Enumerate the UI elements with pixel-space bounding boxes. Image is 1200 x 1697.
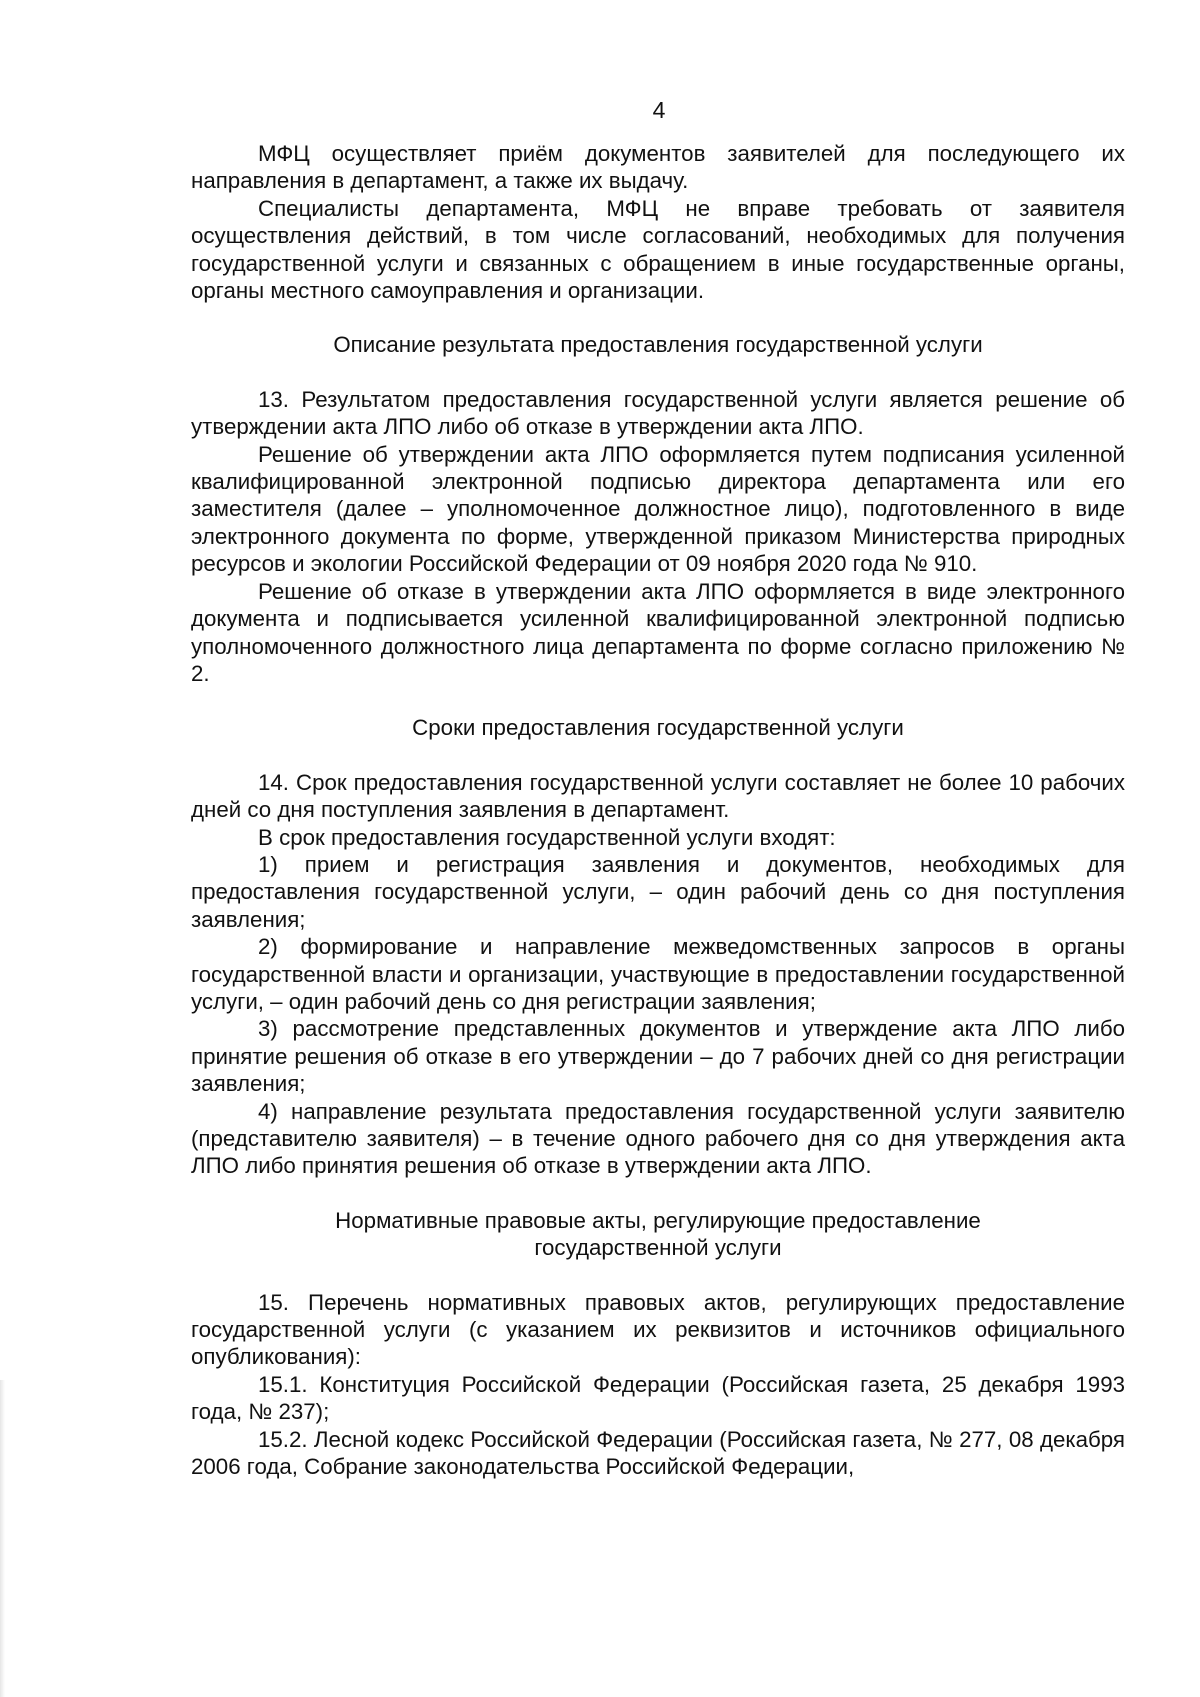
section-heading-acts-line2: государственной услуги xyxy=(534,1235,782,1261)
page-number: 4 xyxy=(652,97,666,123)
terms-item-2: 2) формирование и направление межведомственных запросов в органы государственной власти и организации, участвующие в предоставлении государственной услуги, – один рабочий день со дня регистрации заявления; xyxy=(191,934,1125,1014)
result-paragraph-refusal: Решение об отказе в утверждении акта ЛПО оформляется в виде электронного документа и подписывается усиленной квалифицированной электронной подписью уполномоченного должностного лица департамента по форме согласно приложению № 2. xyxy=(191,578,1125,686)
intro-paragraph-2: Специалисты департамента, МФЦ не вправе требовать от заявителя осуществления действий, в том числе согласований, необходимых для получения государственной услуги и связанных с обращением в иные государственные органы, органы местного самоуправления и организации. xyxy=(191,195,1125,304)
acts-paragraph-15: 15. Перечень нормативных правовых актов, регулирующих предоставление государственной услуги (с указанием их реквизитов и источников официального опубликования): xyxy=(191,1289,1125,1370)
result-paragraph-approval: Решение об утверждении акта ЛПО оформляется путем подписания усиленной квалифицированной электронной подписью директора департамента или его заместителя (далее – уполномоченное должностное лицо), подготовленного в виде электронного документа по форме, утвержденной приказом Министерства природных ресурсов и экологии Российской Федерации от 09 ноября 2020 года № 910. xyxy=(191,441,1125,577)
section-heading-acts-line1: Нормативные правовые акты, регулирующие предоставление xyxy=(335,1207,981,1233)
terms-item-4: 4) направление результата предоставления государственной услуги заявителю (представителю заявителя) – в течение одного рабочего дня со дня утверждения акта ЛПО либо принятия решения об отказе в утверждении акта ЛПО. xyxy=(191,1098,1125,1179)
section-heading-result: Описание результата предоставления государственной услуги xyxy=(333,332,983,358)
document-body xyxy=(191,140,1125,1480)
intro-paragraph-1: МФЦ осуществляет приём документов заявителей для последующего их направления в департамент, а также их выдачу. xyxy=(191,141,1125,194)
acts-paragraph-15-1: 15.1. Конституция Российской Федерации (Российская газета, 25 декабря 1993 года, № 237); xyxy=(191,1371,1125,1425)
result-paragraph-13: 13. Результатом предоставления государственной услуги является решение об утверждении акта ЛПО либо об отказе в утверждении акта ЛПО. xyxy=(191,386,1125,440)
terms-item-1: 1) прием и регистрация заявления и документов, необходимых для предоставления государственной услуги, – один рабочий день со дня поступления заявления; xyxy=(191,851,1125,932)
terms-paragraph-includes: В срок предоставления государственной услуги входят: xyxy=(258,824,836,850)
scan-edge-shadow xyxy=(0,1380,5,1697)
terms-paragraph-14: 14. Срок предоставления государственной услуги составляет не более 10 рабочих дней со дня поступления заявления в департамент. xyxy=(191,769,1125,823)
acts-paragraph-15-2: 15.2. Лесной кодекс Российской Федерации (Российская газета, № 277, 08 декабря 2006 года, Собрание законодательства Российской Федерации, xyxy=(191,1426,1125,1480)
terms-item-3: 3) рассмотрение представленных документов и утверждение акта ЛПО либо принятие решения об отказе в его утверждении – до 7 рабочих дней со дня регистрации заявления; xyxy=(191,1016,1125,1097)
section-heading-terms: Сроки предоставления государственной услуги xyxy=(412,715,904,741)
